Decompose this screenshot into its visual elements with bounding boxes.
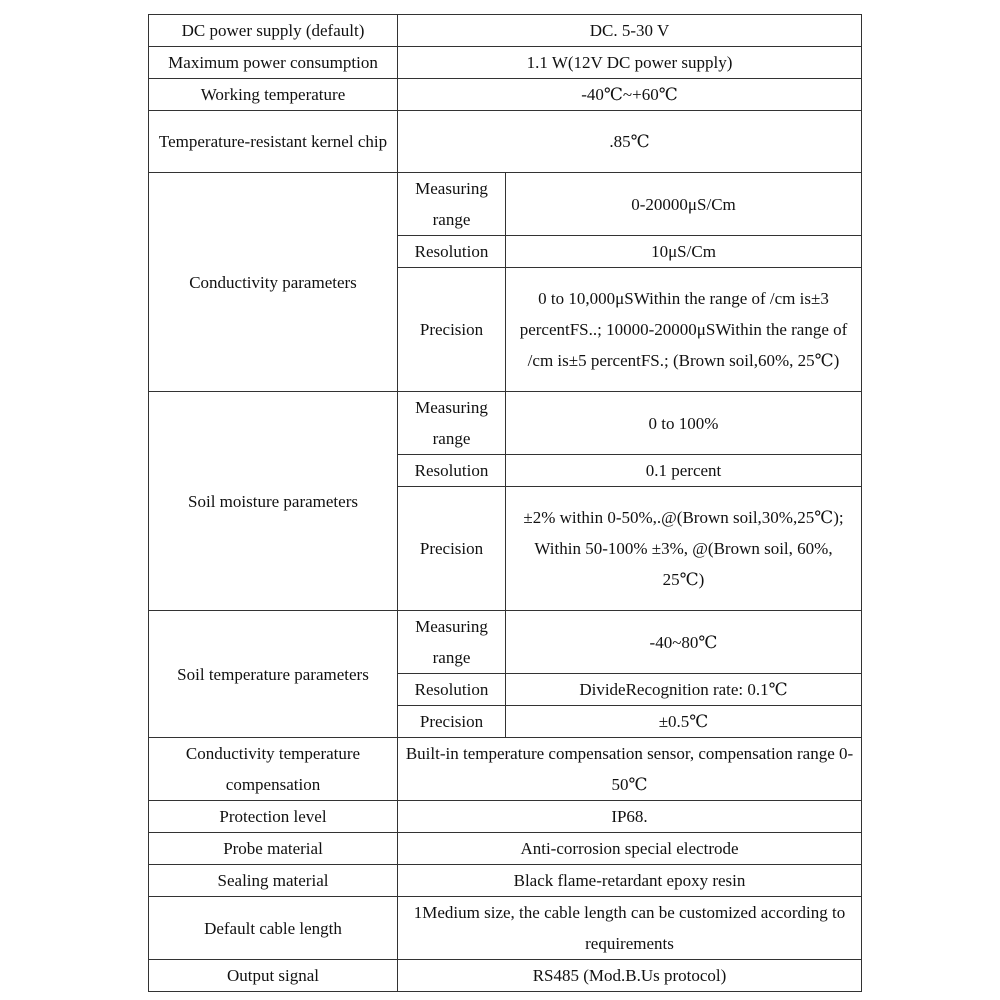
soil-temperature-measuring-label: Measuring range — [398, 611, 506, 674]
probe-material-value: Anti-corrosion special electrode — [398, 833, 862, 865]
soil-temperature-parameters-label: Soil temperature parameters — [149, 611, 398, 738]
conductivity-temperature-compensation-value: Built-in temperature compensation sensor, compensation range 0-50℃ — [398, 738, 862, 801]
row-default-cable-length — [149, 897, 862, 960]
conductivity-parameters-label: Conductivity parameters — [149, 173, 398, 392]
default-cable-length-label: Default cable length — [149, 897, 398, 960]
row-sealing-material — [149, 865, 862, 897]
protection-level-value: IP68. — [398, 801, 862, 833]
row-soil-temperature-measuring — [149, 611, 862, 674]
sealing-material-label: Sealing material — [149, 865, 398, 897]
specification-table — [148, 14, 862, 992]
conductivity-resolution-label: Resolution — [398, 236, 506, 268]
kernel-chip-label: Temperature-resistant kernel chip — [149, 111, 398, 173]
output-signal-value: RS485 (Mod.B.Us protocol) — [398, 960, 862, 992]
soil-temperature-precision-label: Precision — [398, 706, 506, 738]
working-temperature-label: Working temperature — [149, 79, 398, 111]
row-output-signal — [149, 960, 862, 992]
conductivity-temperature-compensation-label: Conductivity temperature compensation — [149, 738, 398, 801]
soil-moisture-parameters-label: Soil moisture parameters — [149, 392, 398, 611]
conductivity-precision-label: Precision — [398, 268, 506, 392]
row-dc-power-supply — [149, 15, 862, 47]
kernel-chip-value: .85℃ — [398, 111, 862, 173]
soil-moisture-measuring-label: Measuring range — [398, 392, 506, 455]
protection-level-label: Protection level — [149, 801, 398, 833]
soil-temperature-measuring-value: -40~80℃ — [506, 611, 862, 674]
row-max-power-consumption — [149, 47, 862, 79]
output-signal-label: Output signal — [149, 960, 398, 992]
soil-temperature-resolution-value: DivideRecognition rate: 0.1℃ — [506, 674, 862, 706]
conductivity-resolution-value: 10μS/Cm — [506, 236, 862, 268]
conductivity-precision-value: 0 to 10,000μSWithin the range of /cm is±3 percentFS..; 10000-20000μSWithin the range of /cm is±5 percentFS.; (Brown soil,60%, 25℃) — [506, 268, 862, 392]
soil-moisture-measuring-value: 0 to 100% — [506, 392, 862, 455]
sealing-material-value: Black flame-retardant epoxy resin — [398, 865, 862, 897]
working-temperature-value: -40℃~+60℃ — [398, 79, 862, 111]
row-working-temperature — [149, 79, 862, 111]
row-protection-level — [149, 801, 862, 833]
max-power-consumption-label: Maximum power consumption — [149, 47, 398, 79]
row-soil-moisture-measuring — [149, 392, 862, 455]
default-cable-length-value: 1Medium size, the cable length can be customized according to requirements — [398, 897, 862, 960]
soil-moisture-precision-value: ±2% within 0-50%,.@(Brown soil,30%,25℃); Within 50-100% ±3%, @(Brown soil, 60%, 25℃) — [506, 487, 862, 611]
soil-temperature-resolution-label: Resolution — [398, 674, 506, 706]
probe-material-label: Probe material — [149, 833, 398, 865]
conductivity-measuring-value: 0-20000μS/Cm — [506, 173, 862, 236]
row-probe-material — [149, 833, 862, 865]
row-kernel-chip — [149, 111, 862, 173]
conductivity-measuring-label: Measuring range — [398, 173, 506, 236]
max-power-consumption-value: 1.1 W(12V DC power supply) — [398, 47, 862, 79]
soil-moisture-precision-label: Precision — [398, 487, 506, 611]
row-conductivity-measuring — [149, 173, 862, 236]
soil-moisture-resolution-label: Resolution — [398, 455, 506, 487]
dc-power-supply-label: DC power supply (default) — [149, 15, 398, 47]
soil-temperature-precision-value: ±0.5℃ — [506, 706, 862, 738]
soil-moisture-resolution-value: 0.1 percent — [506, 455, 862, 487]
dc-power-supply-value: DC. 5-30 V — [398, 15, 862, 47]
row-conductivity-temperature-compensation — [149, 738, 862, 801]
